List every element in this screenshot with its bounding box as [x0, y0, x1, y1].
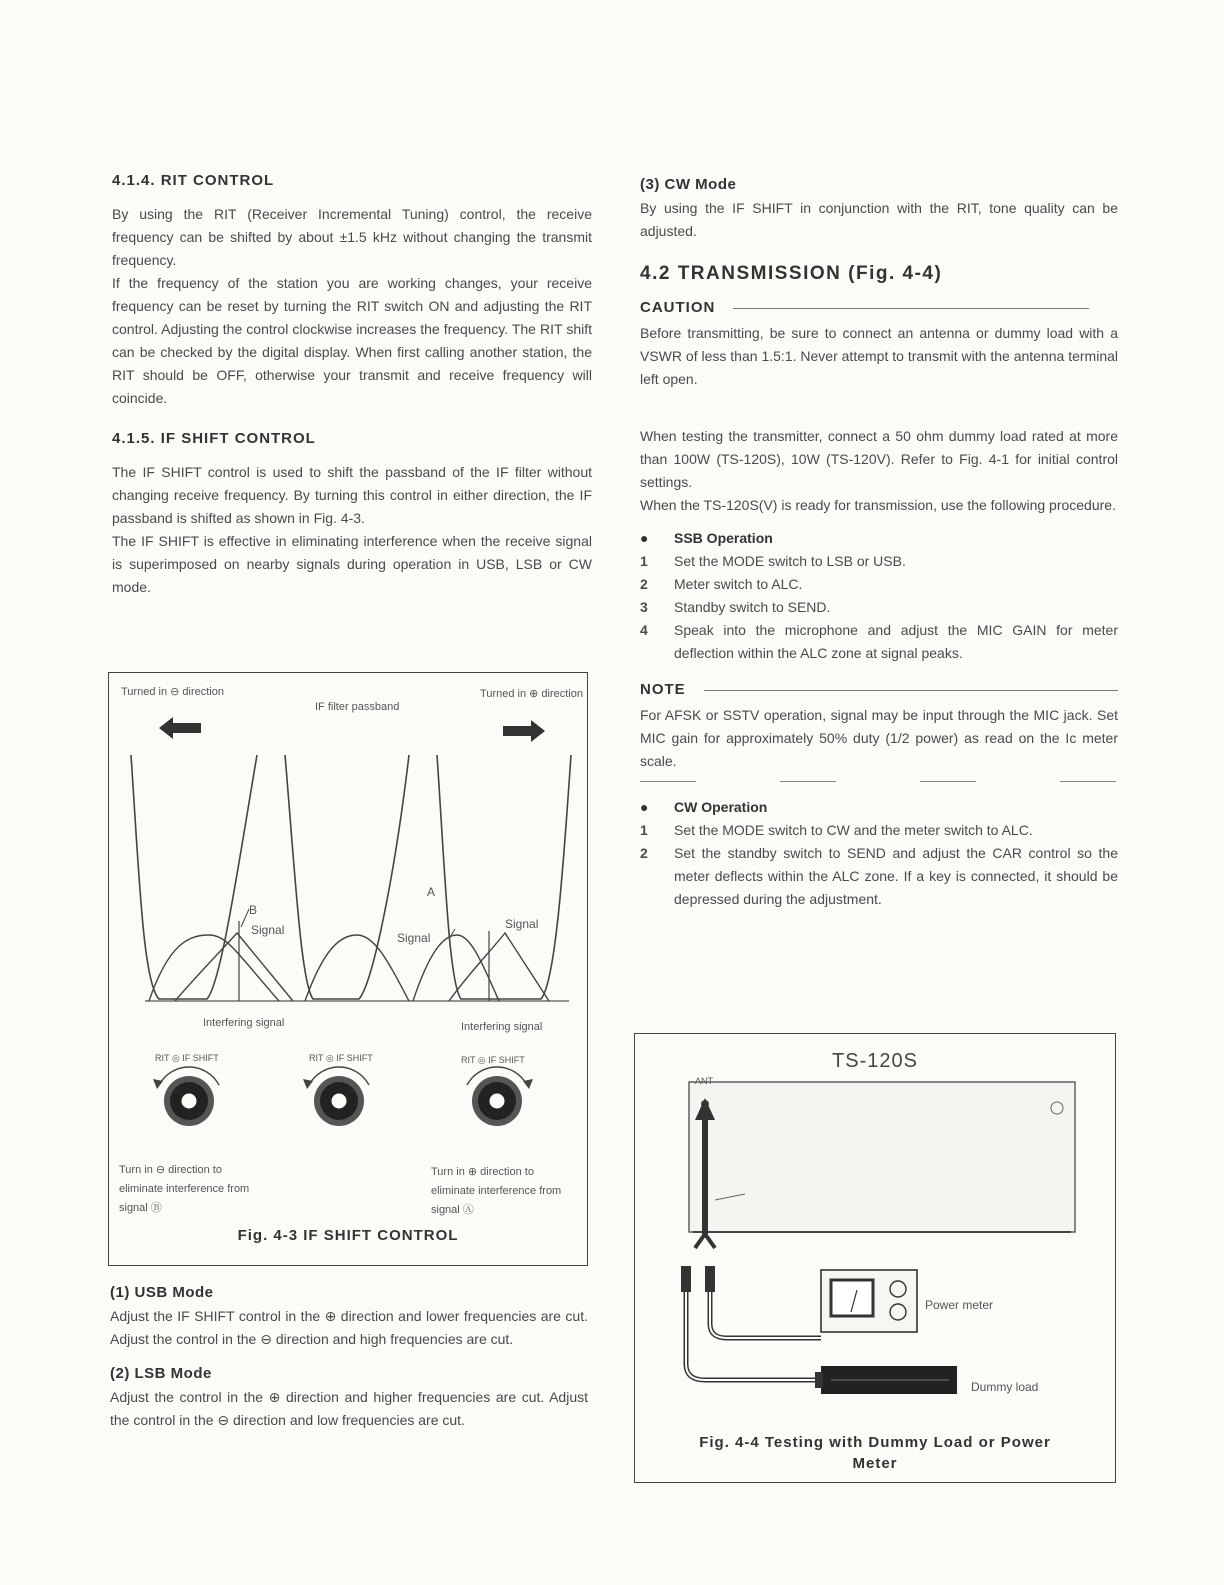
- cw-step-item-marker: ●: [640, 799, 649, 815]
- note-text: For AFSK or SSTV operation, signal may be input through the MIC jack. Set MIC gain for approximately 50% duty (1/2 power) as read on the Ic meter scale.: [640, 707, 1118, 769]
- if-shift-knob-2[interactable]: [303, 1067, 369, 1126]
- figure-4-4-caption: Fig. 4-4 Testing with Dummy Load or Power Meter: [699, 1434, 1051, 1472]
- rit-paragraph-2: If the frequency of the station you are working changes, your receive frequency can be reset by turning the RIT switch ON and adjusting the RIT control. Adjusting the control clockwise increases the frequency. The RIT shift can be checked by the digital display. When first calling another station, the RIT should be OFF, otherwise your transmit and receive frequency will coincide.: [112, 275, 592, 406]
- ssb-step-item: [640, 527, 1118, 550]
- test-setup-diagram: [635, 1034, 1115, 1482]
- transceiver-front-panel: [689, 1082, 1075, 1232]
- ssb-step-item-marker: 1: [640, 553, 648, 569]
- if-shift-knob-1[interactable]: [153, 1067, 219, 1126]
- note-minus-direction: Turn in ⊖ direction to eliminate interference from signal Ⓑ: [119, 1164, 250, 1214]
- ssb-step-item: [640, 550, 1118, 573]
- ssb-step-item-text: Meter switch to ALC.: [674, 576, 803, 592]
- cw-procedure-list: [640, 796, 1118, 911]
- turned-minus-label: Turned in ⊖ direction: [121, 686, 224, 698]
- procedure-intro: When the TS-120S(V) is ready for transmission, use the following procedure.: [640, 497, 1116, 513]
- signal-b-label: Signal: [251, 923, 285, 937]
- caution-text: Before transmitting, be sure to connect an antenna or dummy load with a VSWR of less than 1.5:1. Never attempt to transmit with the antenna terminal left open.: [640, 325, 1118, 387]
- note-heading: NOTE: [640, 681, 1118, 698]
- usb-mode-text: Adjust the IF SHIFT control in the ⊕ direction and lower frequencies are cut. Adjust the control in the ⊖ direction and high frequencies are cut.: [110, 1308, 588, 1347]
- ssb-step-item-text: SSB Operation: [674, 530, 773, 546]
- cw-step-item-text: Set the standby switch to SEND and adjust the CAR control so the meter deflects within the ALC zone. If a key is connected, it should be depressed during the adjustment.: [674, 845, 1118, 907]
- cw-mode-title: (3) CW Mode: [640, 176, 737, 193]
- right-column: [640, 176, 1118, 911]
- note-end-rule: [640, 781, 1118, 782]
- cw-mode-text: By using the IF SHIFT in conjunction with the RIT, tone quality can be adjusted.: [640, 200, 1118, 239]
- ssb-step-item-text: Standby switch to SEND.: [674, 599, 831, 615]
- signal-a-label: Signal: [505, 917, 539, 931]
- dummy-load-label: Dummy load: [971, 1380, 1039, 1394]
- ssb-step-item: [640, 619, 1118, 665]
- cw-step-item-marker: 1: [640, 822, 648, 838]
- lsb-mode-text: Adjust the control in the ⊕ direction and higher frequencies are cut. Adjust the control in the ⊖ direction and low frequencies are cut.: [110, 1389, 588, 1428]
- figure-4-4: [634, 1033, 1116, 1483]
- power-meter-label: Power meter: [925, 1298, 994, 1312]
- cw-step-item-text: Set the MODE switch to CW and the meter switch to ALC.: [674, 822, 1033, 838]
- knob-label-3: RIT ◎ IF SHIFT: [461, 1055, 525, 1065]
- ssb-procedure-list: [640, 527, 1118, 665]
- right-arrow-icon: [503, 720, 545, 742]
- ssb-step-item: [640, 573, 1118, 596]
- ssb-step-item-marker: 2: [640, 576, 648, 592]
- knob-label-2: RIT ◎ IF SHIFT: [309, 1053, 373, 1063]
- label-a: A: [427, 885, 436, 899]
- knob-label-1: RIT ◎ IF SHIFT: [155, 1053, 219, 1063]
- cw-step-item: [640, 796, 1118, 819]
- coax-plug-2: [705, 1266, 715, 1292]
- ssb-step-item-text: Set the MODE switch to LSB or USB.: [674, 553, 906, 569]
- figure-4-3: [108, 672, 588, 1266]
- section-4-1-5-title: 4.1.5. IF SHIFT CONTROL: [112, 430, 316, 447]
- cw-step-item: [640, 842, 1118, 911]
- left-column-bottom: [110, 1284, 588, 1432]
- section-4-1-4-title: 4.1.4. RIT CONTROL: [112, 172, 275, 189]
- section-4-2-title: 4.2 TRANSMISSION (Fig. 4-4): [640, 263, 943, 284]
- ant-label: ANT: [695, 1076, 713, 1086]
- lsb-mode-title: (2) LSB Mode: [110, 1365, 212, 1382]
- coax-plug-1: [681, 1266, 691, 1292]
- cw-step-item-text: CW Operation: [674, 799, 768, 815]
- ssb-step-item-text: Speak into the microphone and adjust the MIC GAIN for meter deflection within the ALC zone at signal peaks.: [674, 622, 1118, 661]
- model-label: TS-120S: [832, 1050, 918, 1072]
- testing-paragraph: When testing the transmitter, connect a 50 ohm dummy load rated at more than 100W (TS-120S), 10W (TS-120V). Refer to Fig. 4-1 for initial control settings.: [640, 428, 1118, 490]
- usb-mode-title: (1) USB Mode: [110, 1284, 214, 1301]
- dummy-load-icon: [815, 1366, 957, 1394]
- ssb-step-item-marker: 3: [640, 599, 648, 615]
- if-shift-knob-3[interactable]: [467, 1067, 533, 1126]
- signal-mid-label: Signal: [397, 931, 431, 945]
- left-arrow-icon: [159, 717, 201, 739]
- turned-plus-label: Turned in ⊕ direction: [480, 688, 583, 700]
- label-b: B: [249, 903, 258, 917]
- cw-step-item: [640, 819, 1118, 842]
- interfering-signal-right: Interfering signal: [461, 1021, 543, 1033]
- if-shift-paragraph-1: The IF SHIFT control is used to shift the passband of the IF filter without changing receive frequency. By turning this control in either direction, the IF passband is shifted as shown in Fig. 4-3.: [112, 464, 592, 526]
- if-shift-paragraph-2: The IF SHIFT is effective in eliminating interference when the receive signal is superimposed on nearby signals during operation in USB, LSB or CW mode.: [112, 533, 592, 595]
- ssb-step-item: [640, 596, 1118, 619]
- left-column: [112, 172, 592, 599]
- caution-heading: CAUTION: [640, 299, 1118, 316]
- note-plus-direction: Turn in ⊕ direction to eliminate interference from signal Ⓐ: [431, 1166, 562, 1216]
- ssb-step-item-marker: ●: [640, 530, 649, 546]
- passband-label: IF filter passband: [315, 701, 400, 713]
- rit-paragraph-1: By using the RIT (Receiver Incremental Tuning) control, the receive frequency can be shifted by about ±1.5 kHz without changing the transmit frequency.: [112, 206, 592, 268]
- interfering-signal-left: Interfering signal: [203, 1017, 285, 1029]
- ssb-step-item-marker: 4: [640, 622, 648, 638]
- power-meter-icon: [821, 1270, 917, 1332]
- figure-4-3-caption: Fig. 4-3 IF SHIFT CONTROL: [237, 1227, 459, 1244]
- cw-step-item-marker: 2: [640, 845, 648, 861]
